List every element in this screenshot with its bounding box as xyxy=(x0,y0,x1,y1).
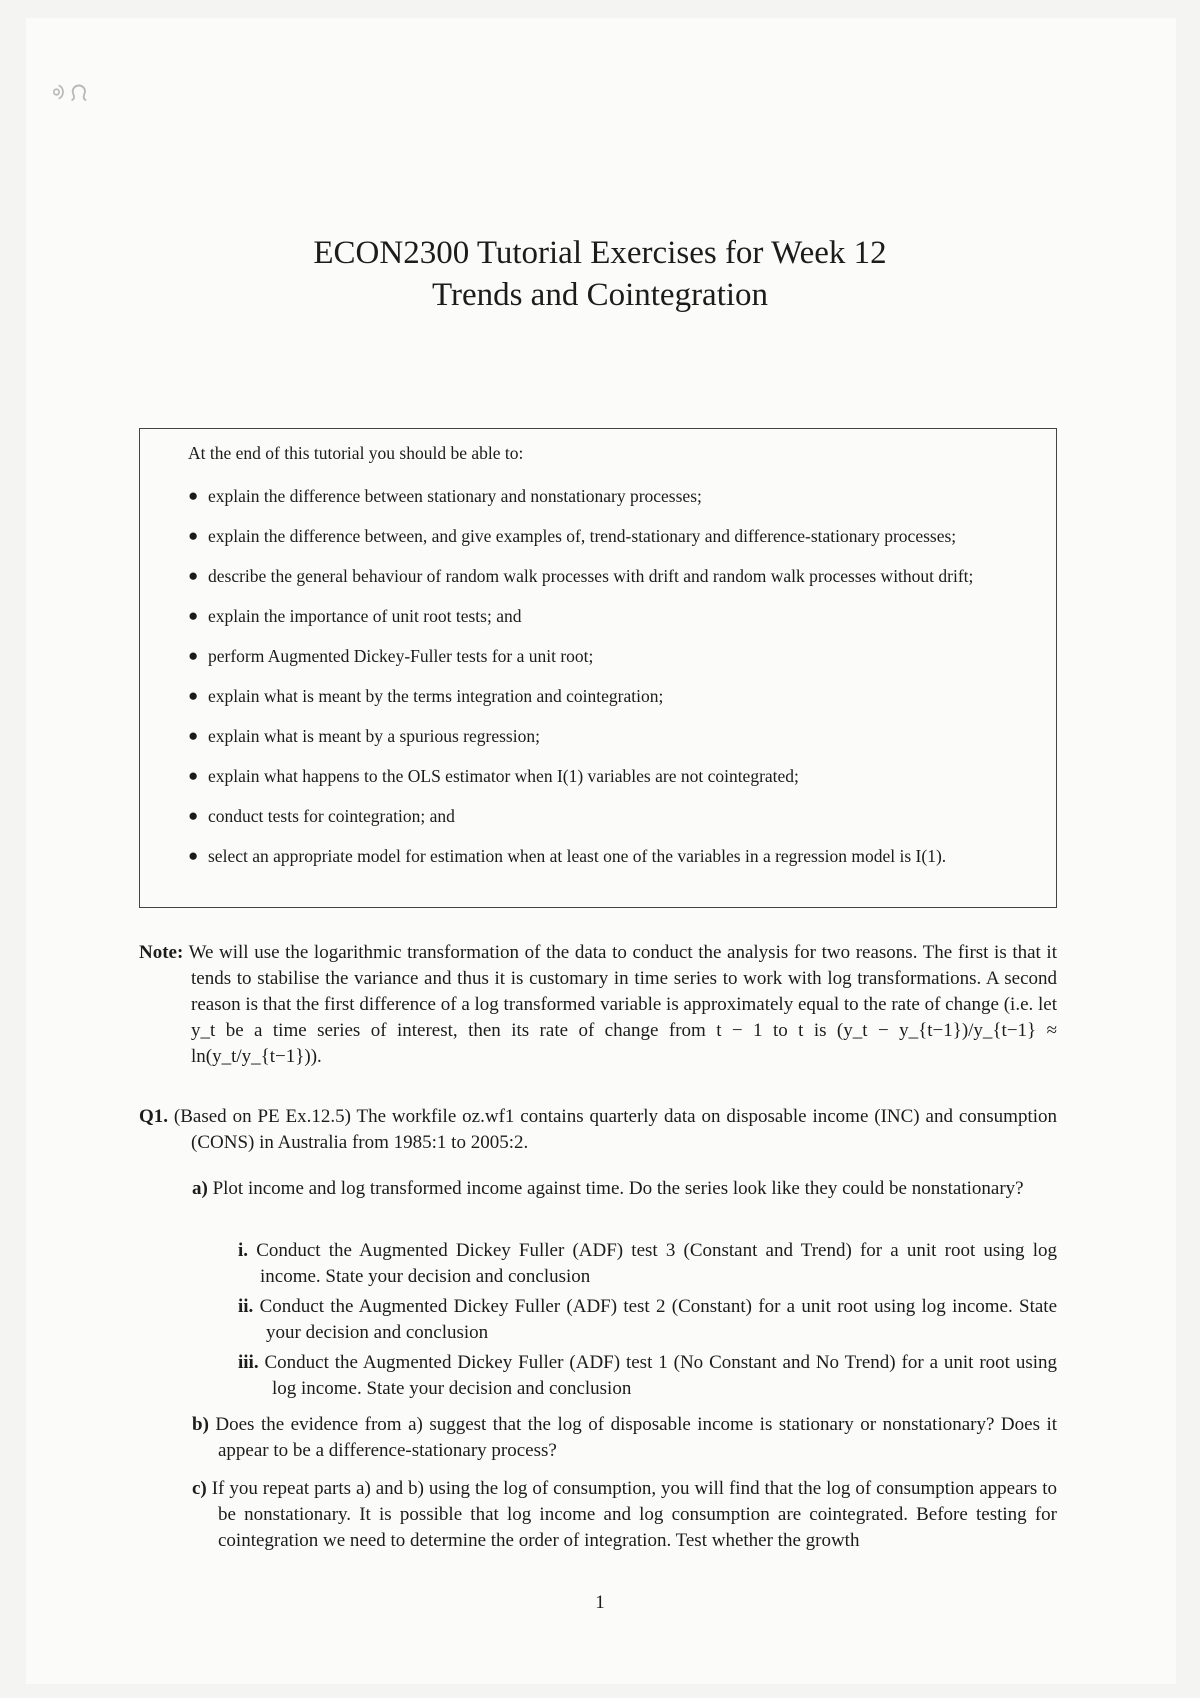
q1-text: (Based on PE Ex.12.5) The workfile oz.wf1 contains quarterly data on disposable income (INC) and consumption (CONS) in Australia from 1985:1 to 2005:2. xyxy=(173,1106,1058,1153)
part-a-iii-text: Conduct the Augmented Dickey Fuller (ADF) test 1 (No Constant and No Trend) for a unit root using log income. State your decision and conclusion xyxy=(264,1352,1058,1399)
objective-item: ● describe the general behaviour of random walk processes with drift and random walk processes without drift; xyxy=(188,566,974,586)
note-text: We will use the logarithmic transformation of the data to conduct the analysis for two reasons. The first is that it tends to stabilise the variance and thus it is customary in time series to work with log transformations. A second reason is that the first difference of a log transformed variable is approximately equal to the rate of change (i.e. let y_t be a time series of interest, then its rate of change from t − 1 to t is (y_t − y_{t−1})/y_{t−1} ≈ ln(y_t/y_{t−1})). xyxy=(188,942,1057,1067)
part-a-iii xyxy=(238,1350,1057,1402)
objective-item: ● perform Augmented Dickey-Fuller tests for a unit root; xyxy=(188,646,594,666)
objective-item: ● conduct tests for cointegration; and xyxy=(188,806,455,826)
pencil-scribble: ᢀ ᙁ xyxy=(52,81,88,106)
bullet-icon: ● xyxy=(188,486,199,505)
note-paragraph xyxy=(139,940,1057,1070)
part-b xyxy=(192,1412,1057,1464)
bullet-icon: ● xyxy=(188,526,199,545)
part-a-ii-text: Conduct the Augmented Dickey Fuller (ADF) test 2 (Constant) for a unit root using log income. State your decision and conclusion xyxy=(259,1296,1058,1343)
bullet-icon: ● xyxy=(188,806,199,825)
part-a-label: a) xyxy=(192,1178,208,1199)
note-label: Note: xyxy=(139,942,184,963)
objectives-intro: At the end of this tutorial you should be able to: xyxy=(188,443,524,463)
part-a-i-label: i. xyxy=(238,1240,249,1261)
part-a-i-text: Conduct the Augmented Dickey Fuller (ADF) test 3 (Constant and Trend) for a unit root using log income. State your decision and conclusion xyxy=(256,1240,1058,1287)
part-c-label: c) xyxy=(192,1478,207,1499)
bullet-icon: ● xyxy=(188,766,199,785)
part-a-ii xyxy=(238,1294,1057,1346)
objective-item: ● explain the importance of unit root tests; and xyxy=(188,606,522,626)
objectives-list xyxy=(188,484,973,884)
part-a-iii-label: iii. xyxy=(238,1352,259,1373)
bullet-icon: ● xyxy=(188,846,199,865)
objective-item: ● explain the difference between stationary and nonstationary processes; xyxy=(188,486,702,506)
part-c-text: If you repeat parts a) and b) using the log of consumption, you will find that the log of consumption appears to be nonstationary. It is possible that log income and log consumption are cointegrated. Before testing for cointegration we need to determine the order of integration. Test whether the growth xyxy=(211,1478,1057,1551)
document-title xyxy=(0,232,1200,316)
part-b-label: b) xyxy=(192,1414,209,1435)
part-b-text: Does the evidence from a) suggest that the log of disposable income is stationary or nonstationary? Does it appear to be a difference-stationary process? xyxy=(215,1414,1058,1461)
part-a-i xyxy=(238,1238,1057,1290)
bullet-icon: ● xyxy=(188,686,199,705)
bullet-icon: ● xyxy=(188,726,199,745)
part-a-ii-label: ii. xyxy=(238,1296,254,1317)
title-line-1: ECON2300 Tutorial Exercises for Week 12 xyxy=(313,235,887,271)
q1-label: Q1. xyxy=(139,1106,169,1127)
bullet-icon: ● xyxy=(188,566,199,585)
part-a-text: Plot income and log transformed income against time. Do the series look like they could be nonstationary? xyxy=(212,1178,1024,1199)
objective-item: ● explain what is meant by a spurious regression; xyxy=(188,726,540,746)
bullet-icon: ● xyxy=(188,646,199,665)
page-number: 1 xyxy=(595,1592,605,1613)
objective-item: ● select an appropriate model for estimation when at least one of the variables in a regression model is I(1). xyxy=(188,846,947,866)
objective-item: ● explain what happens to the OLS estimator when I(1) variables are not cointegrated; xyxy=(188,766,799,786)
question-1 xyxy=(139,1104,1057,1156)
objective-item: ● explain the difference between, and give examples of, trend-stationary and difference-stationary processes; xyxy=(188,526,957,546)
part-a xyxy=(192,1176,1057,1202)
objective-item: ● explain what is meant by the terms integration and cointegration; xyxy=(188,686,664,706)
learning-objectives-box xyxy=(139,428,1057,908)
bullet-icon: ● xyxy=(188,606,199,625)
part-c xyxy=(192,1476,1057,1554)
title-line-2: Trends and Cointegration xyxy=(431,277,769,313)
